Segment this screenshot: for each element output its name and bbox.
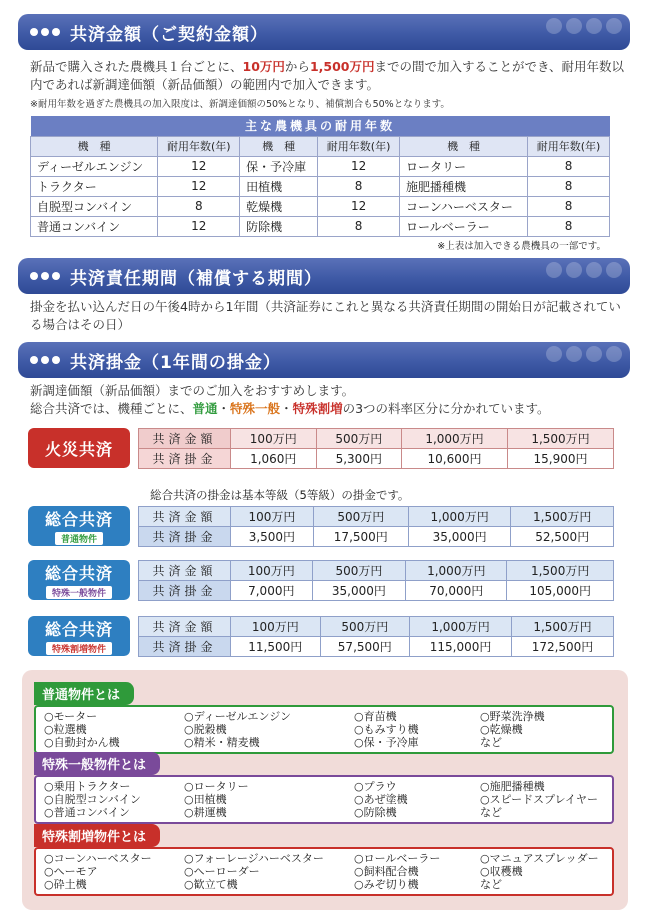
category-list: ○モーター ○ディーゼルエンジン ○育苗機 ○野菜洗浄機 ○粒選機 ○脱穀機 ○もみすり機 ○乾燥機 ○自動封かん機 ○精米・精麦機 ○保・予冷庫 など	[34, 705, 614, 754]
table-row	[31, 216, 610, 236]
machine-name: 施肥播種機	[400, 176, 528, 196]
special-category	[34, 752, 614, 824]
machine-name: 保・予冷庫	[240, 156, 318, 176]
general-category	[34, 682, 614, 754]
durability-table	[30, 116, 610, 237]
years: 8	[528, 216, 610, 236]
machine-name: ディーゼルエンジン	[31, 156, 158, 176]
years: 8	[528, 196, 610, 216]
section-title: 共済責任期間（補償する期間）	[70, 268, 322, 289]
machine-name: コーンハーベスター	[400, 196, 528, 216]
surcharge-category	[34, 824, 614, 896]
years: 8	[318, 216, 400, 236]
dots-icon	[18, 272, 66, 280]
category-list: ○コーンハーベスター ○フォーレージハーベスター ○ロールベーラー ○マニュアスプレッダー ○ヘーモア ○ヘーローダー ○飼料配合機 ○収穫機 ○砕土機 ○歓立て機 ○みぞ切り機 など	[34, 847, 614, 896]
machine-name: 自脱型コンバイン	[31, 196, 158, 216]
machine-name: トラクター	[31, 176, 158, 196]
surcharge-premium-table: 共済金額 100万円 500万円 1,000万円 1,500万円 共済掛金 11,500円 57,500円 115,000円 172,500円	[138, 616, 614, 657]
dots-icon	[18, 28, 66, 36]
machine-name: ロールベーラー	[400, 216, 528, 236]
period-description: 掛金を払い込んだ日の午後4時から1年間（共済証券にこれと異なる共済責任期間の開始日が記載されている場合はその日）	[30, 299, 621, 332]
table-note: ※上表は加入できる農機具の一部です。	[437, 241, 606, 252]
category-title: 特殊一般物件とは	[34, 752, 160, 775]
col-years: 耐用年数(年)	[528, 136, 610, 156]
base-grade-note: 総合共済の掛金は基本等級（5等級）の掛金です。	[150, 488, 410, 502]
amount-description: 新品で購入された農機具１台ごとに、10万円から1,500万円までの間で加入することができ、耐用年数以内であれば新調達価額（新品価額）の範囲内で加入できます。	[30, 59, 624, 92]
section-banner-period	[18, 258, 630, 294]
premium-description	[30, 382, 630, 418]
years: 8	[528, 176, 610, 196]
special-label: 総合共済 特殊一般物件	[28, 560, 130, 600]
general-premium-table: 共済金額 100万円 500万円 1,000万円 1,500万円 共済掛金 3,500円 17,500円 35,000円 52,500円	[138, 506, 614, 547]
machine-name: 田植機	[240, 176, 318, 196]
col-machine: 機 種	[400, 136, 528, 156]
section-banner-amount	[18, 14, 630, 50]
machine-name: 乾燥機	[240, 196, 318, 216]
surcharge-label: 総合共済 特殊割増物件	[28, 616, 130, 656]
amount-note: ※耐用年数を過ぎた農機具の加入限度は、新調達価額の50%となり、補償割合も50%となります。	[30, 99, 450, 110]
col-machine: 機 種	[31, 136, 158, 156]
category-list: ○乗用トラクター ○ロータリー ○プラウ ○施肥播種機 ○自脱型コンバイン ○田植機 ○あぜ塗機 ○スピードスプレイヤー ○普通コンバイン ○耕運機 ○防除機 など	[34, 775, 614, 824]
deco-circles-icon	[546, 346, 622, 362]
years: 12	[318, 196, 400, 216]
fire-insurance-label: 火災共済	[28, 428, 130, 468]
years: 12	[158, 156, 240, 176]
col-years: 耐用年数(年)	[158, 136, 240, 156]
years: 12	[158, 216, 240, 236]
years: 12	[158, 176, 240, 196]
table-title: 主な農機具の耐用年数	[31, 116, 610, 136]
col-years: 耐用年数(年)	[318, 136, 400, 156]
deco-circles-icon	[546, 262, 622, 278]
fire-premium-table: 共済金額 100万円 500万円 1,000万円 1,500万円 共済掛金 1,060円 5,300円 10,600円 15,900円	[138, 428, 614, 469]
category-title: 特殊割増物件とは	[34, 824, 160, 847]
deco-circles-icon	[546, 18, 622, 34]
years: 12	[318, 156, 400, 176]
premium-line-2: 総合共済では、機種ごとに、普通・特殊一般・特殊割増の3つの料率区分に分かれています。	[30, 401, 550, 416]
dots-icon	[18, 356, 66, 364]
section-title: 共済金額（ご契約金額）	[70, 24, 268, 45]
table-row	[31, 196, 610, 216]
table-row	[31, 176, 610, 196]
category-title: 普通物件とは	[34, 682, 134, 705]
years: 8	[528, 156, 610, 176]
machine-name: 普通コンバイン	[31, 216, 158, 236]
machine-name: 防除機	[240, 216, 318, 236]
premium-line-1: 新調達価額（新品価額）までのご加入をおすすめします。	[30, 383, 355, 398]
col-machine: 機 種	[240, 136, 318, 156]
years: 8	[158, 196, 240, 216]
years: 8	[318, 176, 400, 196]
general-label: 総合共済 普通物件	[28, 506, 130, 546]
section-banner-premium	[18, 342, 630, 378]
section-title: 共済掛金（1年間の掛金）	[70, 352, 281, 373]
table-row	[31, 156, 610, 176]
machine-name: ロータリー	[400, 156, 528, 176]
special-premium-table: 共済金額 100万円 500万円 1,000万円 1,500万円 共済掛金 7,000円 35,000円 70,000円 105,000円	[138, 560, 614, 601]
